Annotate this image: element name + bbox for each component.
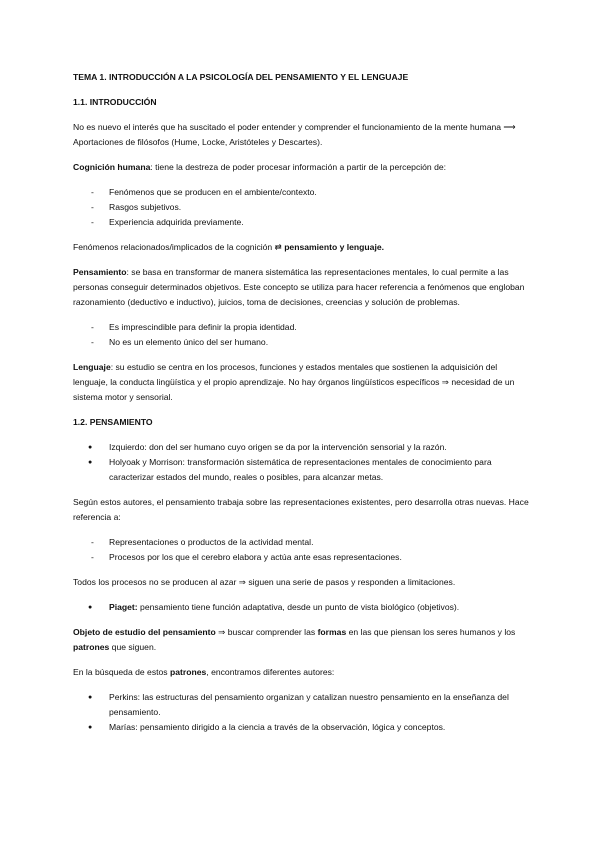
piaget-list — [73, 600, 533, 615]
list-item — [73, 600, 533, 615]
list-item: - Fenómenos que se producen en el ambiente/contexto. — [73, 185, 533, 200]
objeto-paragraph — [73, 625, 533, 655]
list-item: ● Marías: pensamiento dirigido a la ciencia a través de la observación, lógica y conceptos. — [73, 720, 533, 735]
objeto-text: ⇒ buscar comprender las — [215, 627, 318, 637]
lenguaje-label: Lenguaje — [73, 362, 111, 372]
procesos-paragraph: Todos los procesos no se producen al azar ⇒ siguen una serie de pasos y responden a limitaciones. — [73, 577, 456, 587]
pensamiento-paragraph — [73, 265, 533, 310]
objeto-label: Objeto de estudio del pensamiento — [73, 627, 216, 637]
busqueda-text: , encontramos diferentes autores: — [206, 667, 335, 677]
list-item: ● Perkins: las estructuras del pensamiento organizan y catalizan nuestro pensamiento en la enseñanza del pensamiento. — [73, 690, 533, 720]
objeto-patrones: patrones — [73, 642, 110, 652]
piaget-label: Piaget: — [109, 602, 138, 612]
fenomenos-text: Fenómenos relacionados/implicados de la cognición ⇄ — [73, 242, 285, 252]
list-item: ● Izquierdo: don del ser humano cuyo origen se da por la intervención sensorial y la razón. — [73, 440, 533, 455]
segun-paragraph: Según estos autores, el pensamiento trabaja sobre las representaciones existentes, pero desarrolla otras nuevas. Hace referencia a: — [73, 497, 529, 522]
list-item: - Experiencia adquirida previamente. — [73, 215, 533, 230]
section-heading-pensamiento: 1.2. PENSAMIENTO — [73, 417, 153, 427]
pensamiento-list — [73, 320, 533, 350]
pensamiento-text: : se basa en transformar de manera sistemática las representaciones mentales, lo cual permite a las personas conseguir determinados objetivos. Este concepto se utiliza para hacer referencia a fenómenos que engloban razonamiento (deductivo e inductivo), juicios, toma de decisiones, creencias y solución de problemas. — [73, 267, 525, 307]
busqueda-bold: patrones — [170, 667, 207, 677]
list-item: - Rasgos subjetivos. — [73, 200, 533, 215]
document-page — [73, 70, 533, 745]
cognicion-text: : tiene la destreza de poder procesar información a partir de la percepción de: — [150, 162, 447, 172]
busqueda-paragraph — [73, 665, 533, 680]
objeto-text: que siguen. — [109, 642, 157, 652]
fenomenos-bold: pensamiento y lenguaje. — [284, 242, 384, 252]
list-item: ● Holyoak y Morrison: transformación sistemática de representaciones mentales de conocimiento para caracterizar estados del mundo, reales o posibles, para alcanzar metas. — [73, 455, 533, 485]
pensamiento-label: Pensamiento — [73, 267, 127, 277]
list-item: - Procesos por los que el cerebro elabora y actúa ante esas representaciones. — [73, 550, 533, 565]
cognicion-label: Cognición humana — [73, 162, 151, 172]
document-title: TEMA 1. INTRODUCCIÓN A LA PSICOLOGÍA DEL PENSAMIENTO Y EL LENGUAJE — [73, 72, 409, 82]
busqueda-text: En la búsqueda de estos — [73, 667, 170, 677]
intro-paragraph: No es nuevo el interés que ha suscitado el poder entender y comprender el funcionamiento de la mente humana ⟶ Aportaciones de filósofos (Hume, Locke, Aristóteles y Descartes). — [73, 122, 516, 147]
more-authors-list — [73, 690, 533, 735]
objeto-text: en las que piensan los seres humanos y los — [346, 627, 516, 637]
cognicion-paragraph — [73, 160, 533, 175]
authors-list — [73, 440, 533, 485]
objeto-formas: formas — [317, 627, 347, 637]
segun-list — [73, 535, 533, 565]
list-item: - Es imprescindible para definir la propia identidad. — [73, 320, 533, 335]
lenguaje-paragraph — [73, 360, 533, 405]
piaget-text: pensamiento tiene función adaptativa, desde un punto de vista biológico (objetivos). — [137, 602, 460, 612]
list-item: - No es un elemento único del ser humano. — [73, 335, 533, 350]
lenguaje-text: : su estudio se centra en los procesos, funciones y estados mentales que sostienen la adquisición del lenguaje, la conducta lingüística y el propio aprendizaje. No hay órganos lingüísticos específicos ⇒ necesidad de un sistema motor y sensorial. — [73, 362, 515, 402]
section-heading-introduccion: 1.1. INTRODUCCIÓN — [73, 97, 157, 107]
list-item: - Representaciones o productos de la actividad mental. — [73, 535, 533, 550]
cognicion-list — [73, 185, 533, 230]
fenomenos-paragraph — [73, 240, 533, 255]
